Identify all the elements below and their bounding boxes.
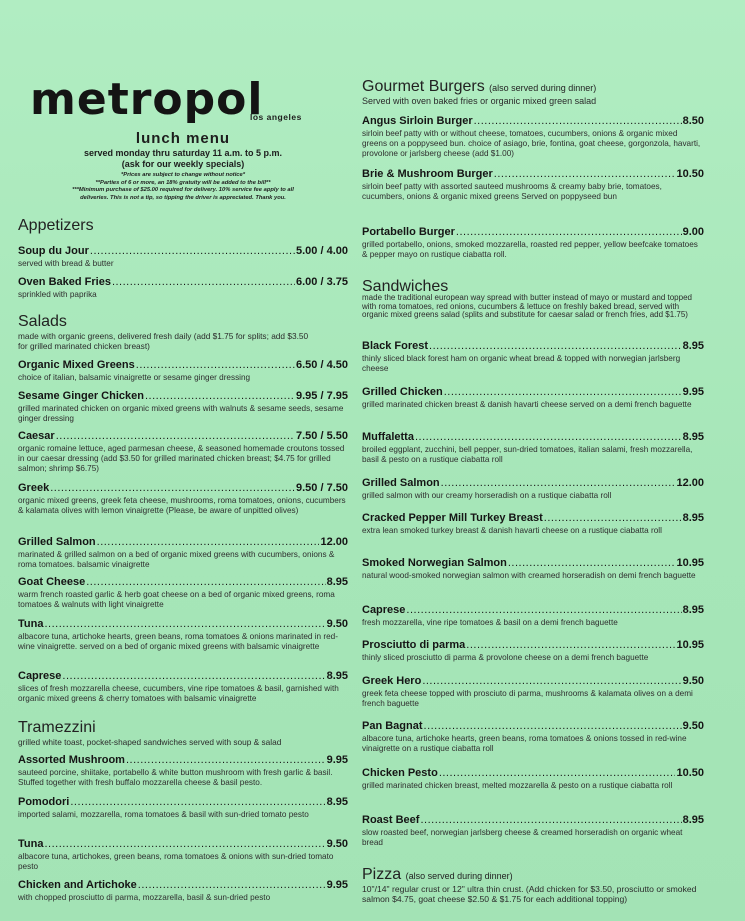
item-price: 8.95 [326, 576, 348, 588]
item-name: Muffaletta [362, 431, 414, 443]
item-name: Pan Bagnat [362, 720, 423, 732]
restaurant-logo: metropol [30, 74, 264, 125]
item-price: 9.95 [326, 754, 348, 766]
menu-item [362, 675, 704, 709]
logo-subtitle: los angeles [250, 112, 302, 122]
item-desc: grilled salmon with our creamy horseradish on a rustique ciabatta roll [362, 491, 612, 500]
menu-item [18, 430, 348, 473]
appetizers-heading: Appetizers [18, 217, 94, 234]
note-line: ***Minimum purchase of $25.00 required for delivery. 10% service fee apply to all [72, 187, 294, 193]
burgers-heading [362, 79, 596, 95]
menu-notes [18, 172, 348, 202]
burgers-desc: Served with oven baked fries or organic mixed green salad [362, 96, 597, 106]
item-name: Organic Mixed Greens [18, 359, 135, 371]
item-name: Goat Cheese [18, 576, 86, 588]
item-desc: slow roasted beef, norwegian jarlsberg cheese & creamed horseradish on organic wheat bread [362, 828, 683, 847]
specials-line: (ask for our weekly specials) [121, 159, 245, 169]
item-desc: fresh mozzarella, vine ripe tomatoes & basil on a demi french baguette [362, 618, 618, 627]
burgers-title: Gourmet Burgers [362, 78, 485, 95]
note-line: *Prices are subject to change without notice* [120, 172, 246, 178]
item-name: Roast Beef [362, 814, 420, 826]
menu-item [18, 536, 348, 570]
item-name: Assorted Mushroom [18, 754, 125, 766]
item-desc: served with bread & butter [18, 259, 114, 268]
item-price: 9.95 [682, 386, 704, 398]
menu-item [18, 879, 348, 903]
pizza-note: (also served during dinner) [405, 871, 513, 881]
item-name: Oven Baked Fries [18, 276, 111, 288]
menu-item [362, 340, 704, 374]
menu-item [362, 720, 704, 754]
item-price: 8.95 [682, 340, 704, 352]
item-name: Soup du Jour [18, 245, 89, 257]
item-price: 12.00 [676, 477, 704, 489]
item-name: Prosciutto di parma [362, 639, 466, 651]
menu-item [18, 390, 348, 424]
item-name: Angus Sirloin Burger [362, 115, 473, 127]
item-name: Grilled Salmon [362, 477, 440, 489]
menu-item [362, 431, 704, 465]
menu-item [18, 359, 348, 383]
item-name: Tuna [18, 618, 44, 630]
item-desc: with chopped prosciutto di parma, mozzarella, basil & sun-dried pesto [18, 893, 271, 902]
menu-item [18, 796, 348, 820]
burgers-note: (also served during dinner) [489, 83, 597, 93]
item-name: Sesame Ginger Chicken [18, 390, 144, 402]
menu-item [18, 754, 348, 788]
sandwiches-heading: Sandwiches [362, 278, 449, 295]
item-desc: organic mixed greens, greek feta cheese, mushrooms, roma tomatoes, onions, cucumbers & kalamata olives with lemon vinaigrette (Please, be aware of unpitted olives) [18, 496, 346, 515]
item-name: Caprese [362, 604, 406, 616]
item-name: Smoked Norwegian Salmon [362, 557, 507, 569]
item-price: 10.95 [676, 639, 704, 651]
note-line: deliveries. This is not a tip, so tipping the driver is appreciated. Thank you. [80, 194, 286, 201]
item-desc: thinly sliced prosciutto di parma & provolone cheese on a demi french baguette [362, 653, 649, 662]
item-price: 6.50 / 4.50 [296, 359, 348, 371]
menu-item [362, 604, 704, 628]
menu-item [18, 838, 348, 872]
item-price: 9.50 [682, 720, 704, 732]
item-desc: grilled portabello, onions, smoked mozzarella, roasted red pepper, yellow beefcake tomatoes & pepper mayo on rustique ciabatta roll. [362, 240, 698, 259]
item-desc: albacore tuna, artichoke hearts, green beans, roma tomatoes & onions marinated in red-wine vinaigrette. served on a bed of organic mixed greens with balsamic vinaigrette [18, 632, 338, 651]
item-desc: albacore tuna, artichoke hearts, green beans, roma tomatoes & onions tossed in red-wine vinaigrette on a rustique ciabatta roll [362, 734, 687, 753]
item-price: 9.50 [682, 675, 704, 687]
item-name: Caprese [18, 670, 62, 682]
menu-item [362, 386, 704, 410]
item-price: 10.95 [676, 557, 704, 569]
menu-item [362, 767, 704, 791]
menu-title: lunch menu [135, 130, 231, 147]
note-line: **Parties of 6 or more, an 18% gratuity will be added to the bill** [95, 179, 271, 186]
item-price: 10.50 [676, 767, 704, 779]
item-desc: marinated & grilled salmon on a bed of organic mixed greens with cucumbers, onions & roma tomatoes. balsamic vinaigrette [18, 550, 335, 569]
item-price: 9.00 [682, 226, 704, 238]
item-price: 5.00 / 4.00 [296, 245, 348, 257]
item-desc: organic romaine lettuce, aged parmesan cheese, & seasoned homemade croutons tossed in our caesar dressing (add $3.50 for grilled marinated chicken breast; $4.75 for grilled salmon; shrimp $6.75) [18, 444, 345, 473]
item-name: Greek Hero [362, 675, 422, 687]
item-name: Portabello Burger [362, 226, 455, 238]
tramezzini-desc: grilled white toast, pocket-shaped sandwiches served with soup & salad [18, 737, 282, 747]
salads-heading: Salads [18, 313, 67, 330]
item-name: Tuna [18, 838, 44, 850]
item-name: Chicken and Artichoke [18, 879, 137, 891]
item-name: Chicken Pesto [362, 767, 438, 779]
item-price: 8.95 [682, 814, 704, 826]
item-price: 8.95 [682, 512, 704, 524]
menu-item [362, 512, 704, 536]
menu-item [362, 226, 704, 260]
item-desc: extra lean smoked turkey breast & danish havarti cheese on a rustique ciabatta roll [362, 526, 662, 535]
menu-item [362, 639, 704, 663]
item-desc: grilled marinated chicken breast & danish havarti cheese served on a demi french baguette [362, 400, 692, 409]
menu-item [362, 168, 704, 202]
item-price: 7.50 / 5.50 [296, 430, 348, 442]
item-name: Black Forest [362, 340, 429, 352]
menu-item [18, 618, 348, 652]
item-desc: imported salami, mozzarella, roma tomatoes & basil with sun-dried tomato pesto [18, 810, 309, 819]
item-desc: warm french roasted garlic & herb goat cheese on a bed of organic mixed greens, roma tomatoes & walnuts with light vinaigrette [18, 590, 335, 609]
item-desc: broiled eggplant, zucchini, bell pepper, sun-dried tomatoes, italian salami, fresh mozzarella, basil & pesto on a rustique ciabatta roll [362, 445, 693, 464]
item-desc: thinly sliced black forest ham on organic wheat bread & topped with norwegian jarlsberg cheese [362, 354, 681, 373]
sandwiches-desc: made the traditional european way spread with butter instead of mayo or mustard and topped with roma tomatoes, red onions, cucumbers & lettuce on freshly baked bread, served with organic mixed greens salad (splits and substitute for caesar salad or french fries, add $1.75) [362, 293, 692, 320]
menu-item [362, 477, 704, 501]
item-price: 10.50 [676, 168, 704, 180]
menu-item [18, 670, 348, 704]
item-price: 9.95 / 7.95 [296, 390, 348, 402]
item-desc: natural wood-smoked norwegian salmon with creamed horseradish on demi french baguette [362, 571, 696, 580]
item-desc: sirloin beef patty with assorted sauteed mushrooms & creamy baby brie, tomatoes, cucumbers, onions & organic mixed greens Served on poppyseed bun [362, 182, 662, 201]
item-price: 9.50 [326, 838, 348, 850]
item-price: 9.50 / 7.50 [296, 482, 348, 494]
item-price: 8.50 [682, 115, 704, 127]
item-desc: sirloin beef patty with or without cheese, tomatoes, cucumbers, onions & organic mixed greens on a poppyseed bun. choice of asiago, brie, fontina, goat cheese, gorgonzola, havarti, provolone or jarlsberg cheese (add $1.00) [362, 129, 701, 158]
item-price: 8.95 [326, 796, 348, 808]
menu-item [362, 115, 704, 158]
menu-hours [18, 148, 348, 170]
menu-item [18, 276, 348, 300]
item-desc: slices of fresh mozzarella cheese, cucumbers, vine ripe tomatoes & basil, garnished with organic mixed greens & cherry tomatoes with balsamic vinaigrette [18, 684, 339, 703]
item-desc: sauteed porcine, shiitake, portabello & white button mushroom with fresh garlic & basil. Stuffed together with fresh buffalo mozzarella cheese & basil pesto. [18, 768, 333, 787]
item-name: Pomodori [18, 796, 70, 808]
item-price: 12.00 [320, 536, 348, 548]
item-price: 6.00 / 3.75 [296, 276, 348, 288]
item-desc: grilled marinated chicken breast, melted mozzarella & pesto on a rustique ciabatta roll [362, 781, 673, 790]
salads-desc: made with organic greens, delivered fresh daily (add $1.75 for splits; add $3.50 for grilled marinated chicken breast) [18, 331, 309, 351]
pizza-title: Pizza [362, 866, 402, 883]
item-name: Grilled Chicken [362, 386, 443, 398]
item-desc: albacore tuna, artichokes, green beans, roma tomatoes & onions with sun-dried tomato pesto [18, 852, 334, 871]
menu-item [362, 814, 704, 848]
menu-item [18, 482, 348, 516]
hours-line: served monday thru saturday 11 a.m. to 5 p.m. [83, 148, 283, 158]
menu-item [18, 245, 348, 269]
pizza-desc: 10"/14" regular crust or 12" ultra thin crust. (Add chicken for $3.50, prosciutto or smoked salmon $4.75, goat cheese $2.50 & $1.75 for each additional topping) [362, 884, 697, 904]
item-price: 8.95 [682, 431, 704, 443]
item-desc: choice of italian, balsamic vinaigrette or sesame ginger dressing [18, 373, 251, 382]
item-name: Cracked Pepper Mill Turkey Breast [362, 512, 543, 524]
item-desc: grilled marinated chicken on organic mixed greens with walnuts & sesame seeds, sesame ginger dressing [18, 404, 344, 423]
menu-item [18, 576, 348, 610]
item-name: Grilled Salmon [18, 536, 96, 548]
item-price: 9.50 [326, 618, 348, 630]
item-desc: greek feta cheese topped with prosciuto di parma, mushrooms & kalamata olives on a demi french baguette [362, 689, 693, 708]
item-desc: sprinkled with paprika [18, 290, 97, 299]
item-name: Greek [18, 482, 50, 494]
menu-item [362, 557, 704, 581]
item-price: 9.95 [326, 879, 348, 891]
item-price: 8.95 [326, 670, 348, 682]
item-name: Brie & Mushroom Burger [362, 168, 493, 180]
pizza-heading [362, 867, 513, 883]
item-name: Caesar [18, 430, 55, 442]
item-price: 8.95 [682, 604, 704, 616]
tramezzini-heading: Tramezzini [18, 719, 96, 736]
